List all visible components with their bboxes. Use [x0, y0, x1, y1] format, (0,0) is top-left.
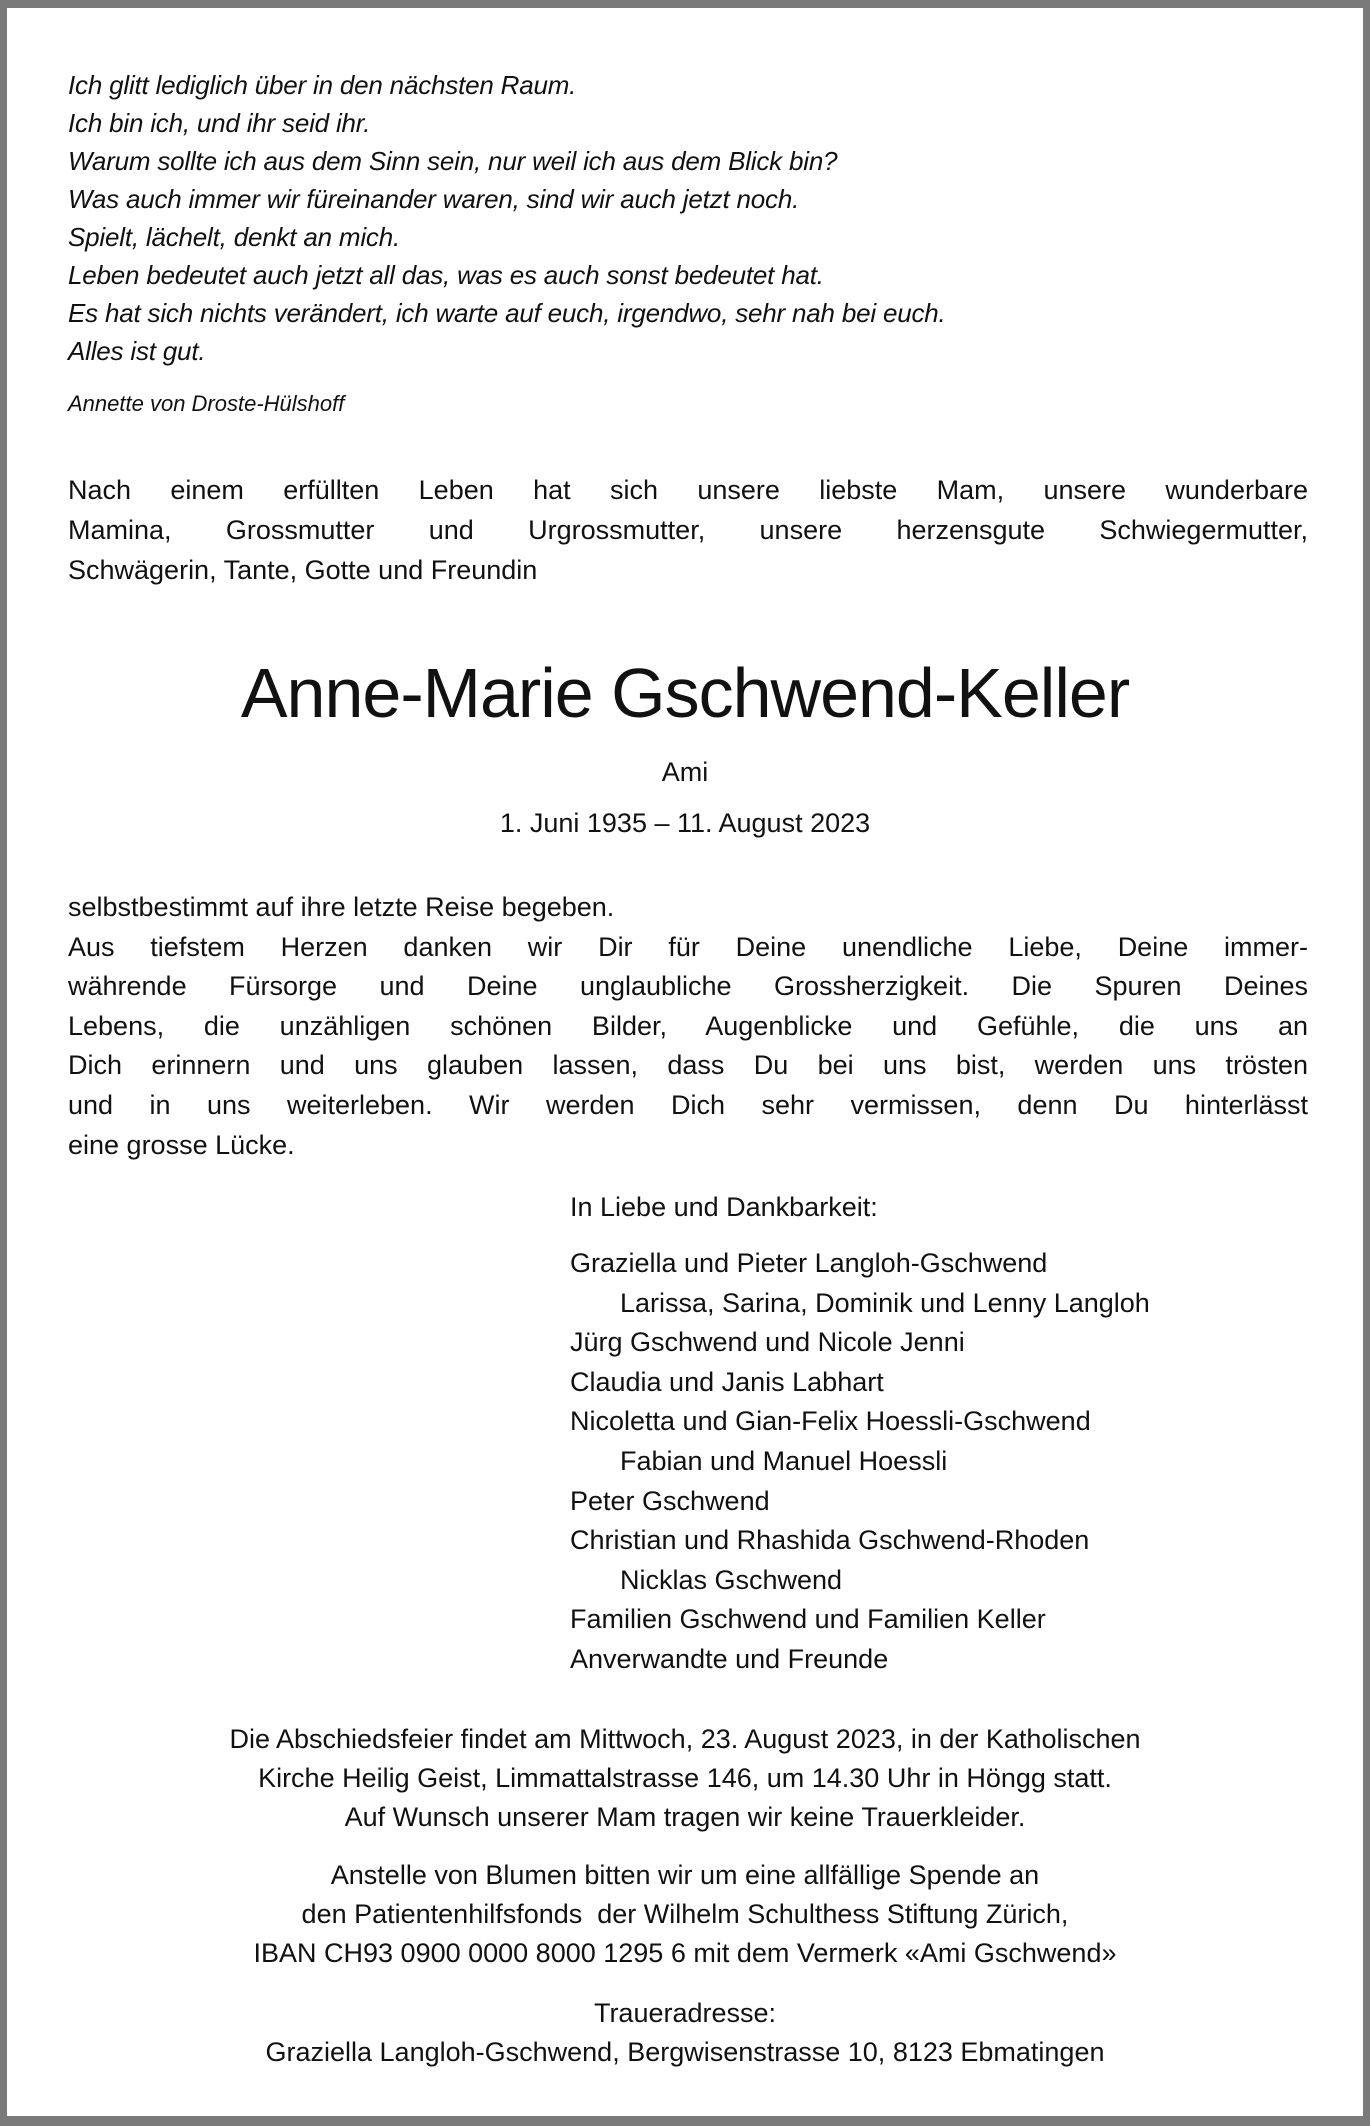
donation-line: den Patientenhilfsfonds der Wilhelm Schulthess Stiftung Zürich, — [301, 1898, 1069, 1929]
donation-line: IBAN CH93 0900 0000 8000 1295 6 mit dem Vermerk «Ami Gschwend» — [253, 1937, 1117, 1968]
address-label: Traueradresse: — [593, 1998, 777, 2028]
body-line: und in uns weiterleben. Wir werden Dich sehr vermissen, denn Du hinterlässt — [68, 1089, 1308, 1120]
poem-line: Was auch immer wir füreinander waren, sind wir auch jetzt noch. — [68, 184, 800, 214]
intro-line: Mamina, Grossmutter und Urgrossmutter, unsere herzensgute Schwiegermutter, — [68, 515, 1308, 545]
poem-line: Es hat sich nichts verändert, ich warte auf euch, irgendwo, sehr nah bei euch. — [68, 298, 946, 328]
mourner-entry: Graziella und Pieter Langloh-Gschwend — [570, 1248, 1048, 1278]
poem-line: Ich glitt lediglich über in den nächsten Raum. — [68, 70, 577, 100]
deceased-name: Anne-Marie Gschwend-Keller — [240, 654, 1130, 732]
mourner-entry: Nicoletta und Gian-Felix Hoessli-Gschwend — [570, 1406, 1091, 1437]
mourner-entry: Fabian und Manuel Hoessli — [620, 1445, 948, 1476]
mourning-address — [7, 1994, 1363, 2072]
ceremony-line: Kirche Heilig Geist, Limmattalstrasse 146, um 14.30 Uhr in Höngg statt. — [258, 1762, 1112, 1793]
poem-author: Annette von Droste-Hülshoff — [68, 391, 345, 416]
mourner-entry: Familien Gschwend und Familien Keller — [570, 1604, 1046, 1635]
body-line: selbstbestimmt auf ihre letzte Reise begeben. — [68, 892, 615, 922]
mourner-entry: Anverwandte und Freunde — [570, 1643, 889, 1674]
poem-line: Leben bedeutet auch jetzt all das, was es auch sonst bedeutet hat. — [68, 260, 824, 290]
mourner-entry: Larissa, Sarina, Dominik und Lenny Langloh — [620, 1287, 1150, 1318]
intro-line: Nach einem erfüllten Leben hat sich unsere liebste Mam, unsere wunderbare — [68, 475, 1308, 505]
poem-line: Warum sollte ich aus dem Sinn sein, nur weil ich aus dem Blick bin? — [68, 146, 838, 176]
mourner-entry: Nicklas Gschwend — [620, 1564, 843, 1595]
donation-line: Anstelle von Blumen bitten wir um eine allfällige Spende an — [330, 1860, 1040, 1890]
mourners-list — [570, 1244, 1150, 1680]
body-line: Aus tiefstem Herzen danken wir Dir für Deine unendliche Liebe, Deine immer- — [68, 931, 1308, 962]
address-text: Graziella Langloh-Gschwend, Bergwisenstrasse 10, 8123 Ebmatingen — [265, 2036, 1105, 2067]
body-line: währende Fürsorge und Deine unglaubliche Grossherzigkeit. Die Spuren Deines — [68, 971, 1308, 1002]
ceremony-line: Die Abschiedsfeier findet am Mittwoch, 23. August 2023, in der Katholischen — [229, 1724, 1141, 1754]
life-dates: 1. Juni 1935 – 11. August 2023 — [499, 808, 871, 838]
mourner-entry: Christian und Rhashida Gschwend-Rhoden — [570, 1525, 1090, 1556]
deceased-nickname: Ami — [661, 757, 709, 787]
ceremony-info — [7, 1720, 1363, 1836]
intro-line: Schwägerin, Tante, Gotte und Freundin — [68, 555, 538, 585]
poem-line: Alles ist gut. — [68, 336, 206, 366]
body-line: eine grosse Lücke. — [68, 1129, 295, 1160]
ceremony-line: Auf Wunsch unserer Mam tragen wir keine Trauerkleider. — [344, 1801, 1026, 1832]
mourner-entry: Claudia und Janis Labhart — [570, 1366, 884, 1397]
obituary-page — [7, 8, 1363, 2116]
poem-line: Ich bin ich, und ihr seid ihr. — [68, 108, 371, 138]
poem-line: Spielt, lächelt, denkt an mich. — [68, 222, 400, 252]
body-paragraph — [68, 888, 1308, 1165]
donation-info — [7, 1856, 1363, 1972]
body-line: Dich erinnern und uns glauben lassen, dass Du bei uns bist, werden uns trösten — [68, 1050, 1308, 1081]
poem — [68, 66, 1308, 370]
mourner-entry: Jürg Gschwend und Nicole Jenni — [570, 1327, 965, 1358]
intro-paragraph — [68, 470, 1308, 590]
mourners-heading: In Liebe und Dankbarkeit: — [570, 1192, 878, 1222]
mourner-entry: Peter Gschwend — [570, 1485, 770, 1516]
body-line: Lebens, die unzähligen schönen Bilder, Augenblicke und Gefühle, die uns an — [68, 1010, 1308, 1041]
